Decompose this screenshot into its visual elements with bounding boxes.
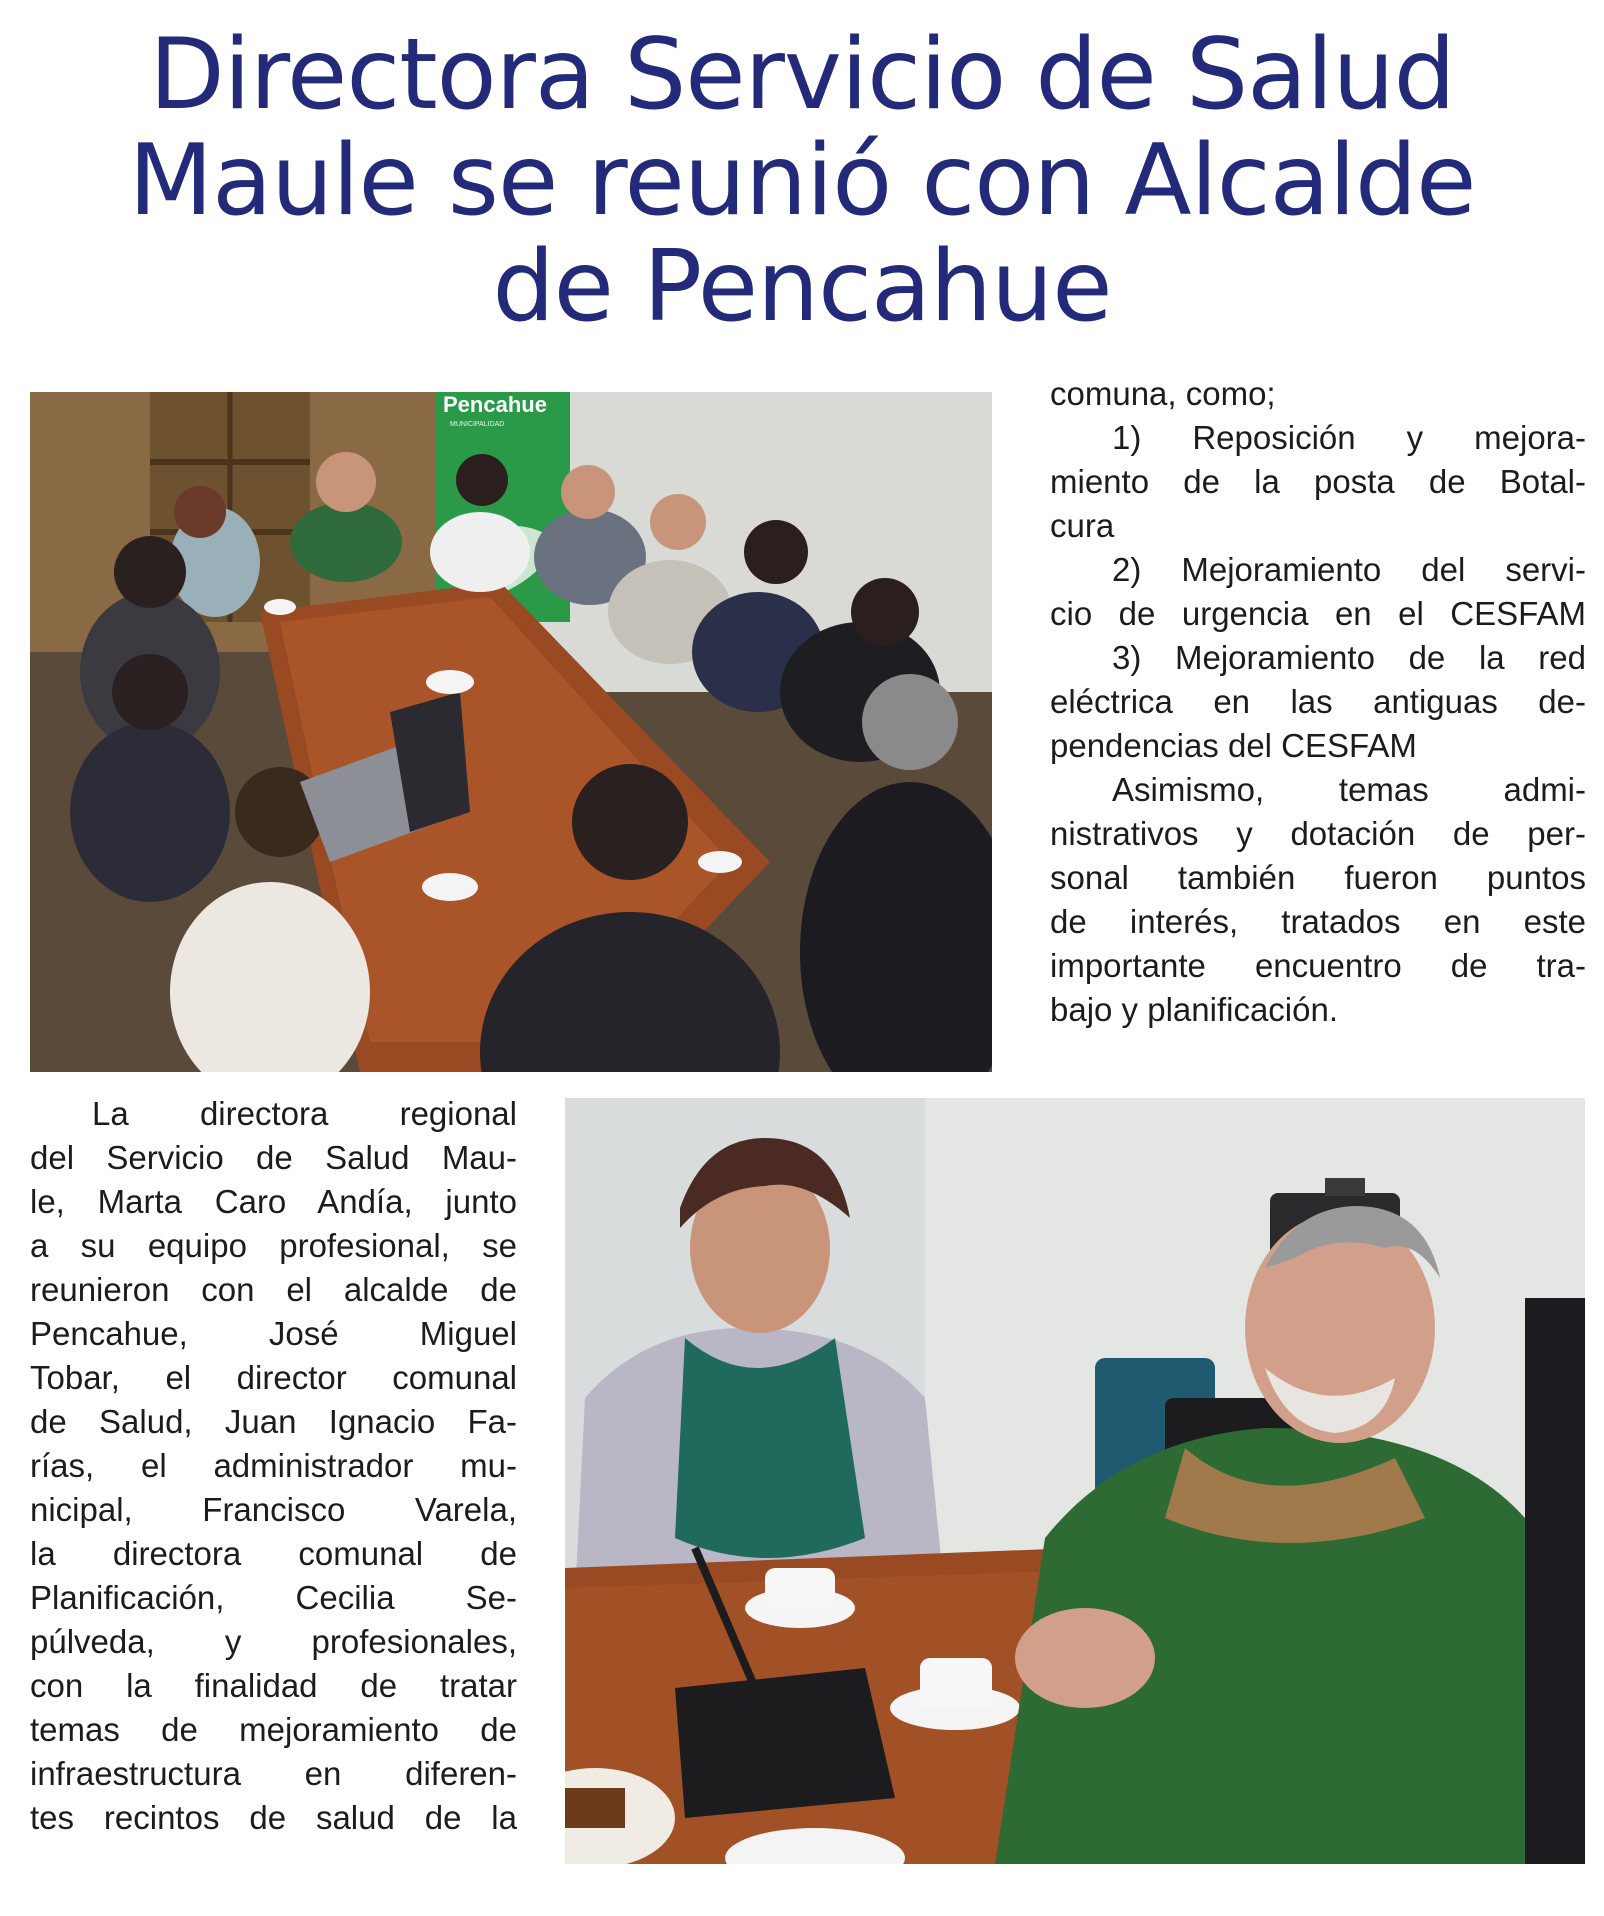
headline-line-2: Maule se reunió con Alcalde — [128, 124, 1476, 238]
right-line: bajo y planificación. — [1050, 991, 1339, 1028]
right-line: cura — [1050, 507, 1115, 544]
right-line: comuna, como; — [1050, 375, 1276, 412]
right-line: pendencias del CESFAM — [1050, 727, 1417, 764]
right-line: Asimismo, temas admi- — [1112, 771, 1586, 808]
banner-title: Pencahue — [443, 392, 547, 417]
right-line: 1) Reposición y mejora- — [1112, 419, 1586, 456]
right-line: importante encuentro de tra- — [1050, 947, 1586, 984]
headline — [0, 18, 1604, 344]
left-line: Pencahue, José Miguel — [30, 1315, 517, 1352]
left-line: La directora regional — [92, 1095, 517, 1132]
headline-line-1: Directora Servicio de Salud — [149, 18, 1455, 132]
left-line: Tobar, el director comunal — [30, 1359, 517, 1396]
right-line: nistrativos y dotación de per- — [1050, 815, 1586, 852]
right-line: 3) Mejoramiento de la red — [1112, 639, 1586, 676]
left-line: tes recintos de salud de la — [30, 1799, 517, 1836]
director-mayor-photo — [565, 1098, 1585, 1864]
director-mayor-illustration — [565, 1098, 1585, 1864]
left-column-text — [30, 1092, 517, 1840]
left-line: púlveda, y profesionales, — [30, 1623, 517, 1660]
right-line: miento de la posta de Botal- — [1050, 463, 1586, 500]
banner-subtitle: MUNICIPALIDAD — [450, 421, 505, 428]
left-line: de Salud, Juan Ignacio Fa- — [30, 1403, 517, 1440]
left-line: le, Marta Caro Andía, junto — [30, 1183, 517, 1220]
right-line: eléctrica en las antiguas de- — [1050, 683, 1586, 720]
left-line: la directora comunal de — [30, 1535, 517, 1572]
right-line: sonal también fueron puntos — [1050, 859, 1586, 896]
left-line: del Servicio de Salud Mau- — [30, 1139, 517, 1176]
left-line: reunieron con el alcalde de — [30, 1271, 517, 1308]
right-line: 2) Mejoramiento del servi- — [1112, 551, 1586, 588]
left-line: Planificación, Cecilia Se- — [30, 1579, 517, 1616]
left-line: infraestructura en diferen- — [30, 1755, 517, 1792]
left-line: rías, el administrador mu- — [30, 1447, 517, 1484]
right-column-text — [1050, 372, 1586, 1032]
left-line: con la finalidad de tratar — [30, 1667, 517, 1704]
right-line: de interés, tratados en este — [1050, 903, 1586, 940]
left-line: nicipal, Francisco Varela, — [30, 1491, 517, 1528]
meeting-table-illustration — [30, 392, 992, 1072]
headline-line-3: de Pencahue — [492, 230, 1112, 344]
right-line: cio de urgencia en el CESFAM — [1050, 595, 1586, 632]
left-line: a su equipo profesional, se — [30, 1227, 517, 1264]
left-line: temas de mejoramiento de — [30, 1711, 517, 1748]
meeting-table-photo — [30, 392, 992, 1072]
